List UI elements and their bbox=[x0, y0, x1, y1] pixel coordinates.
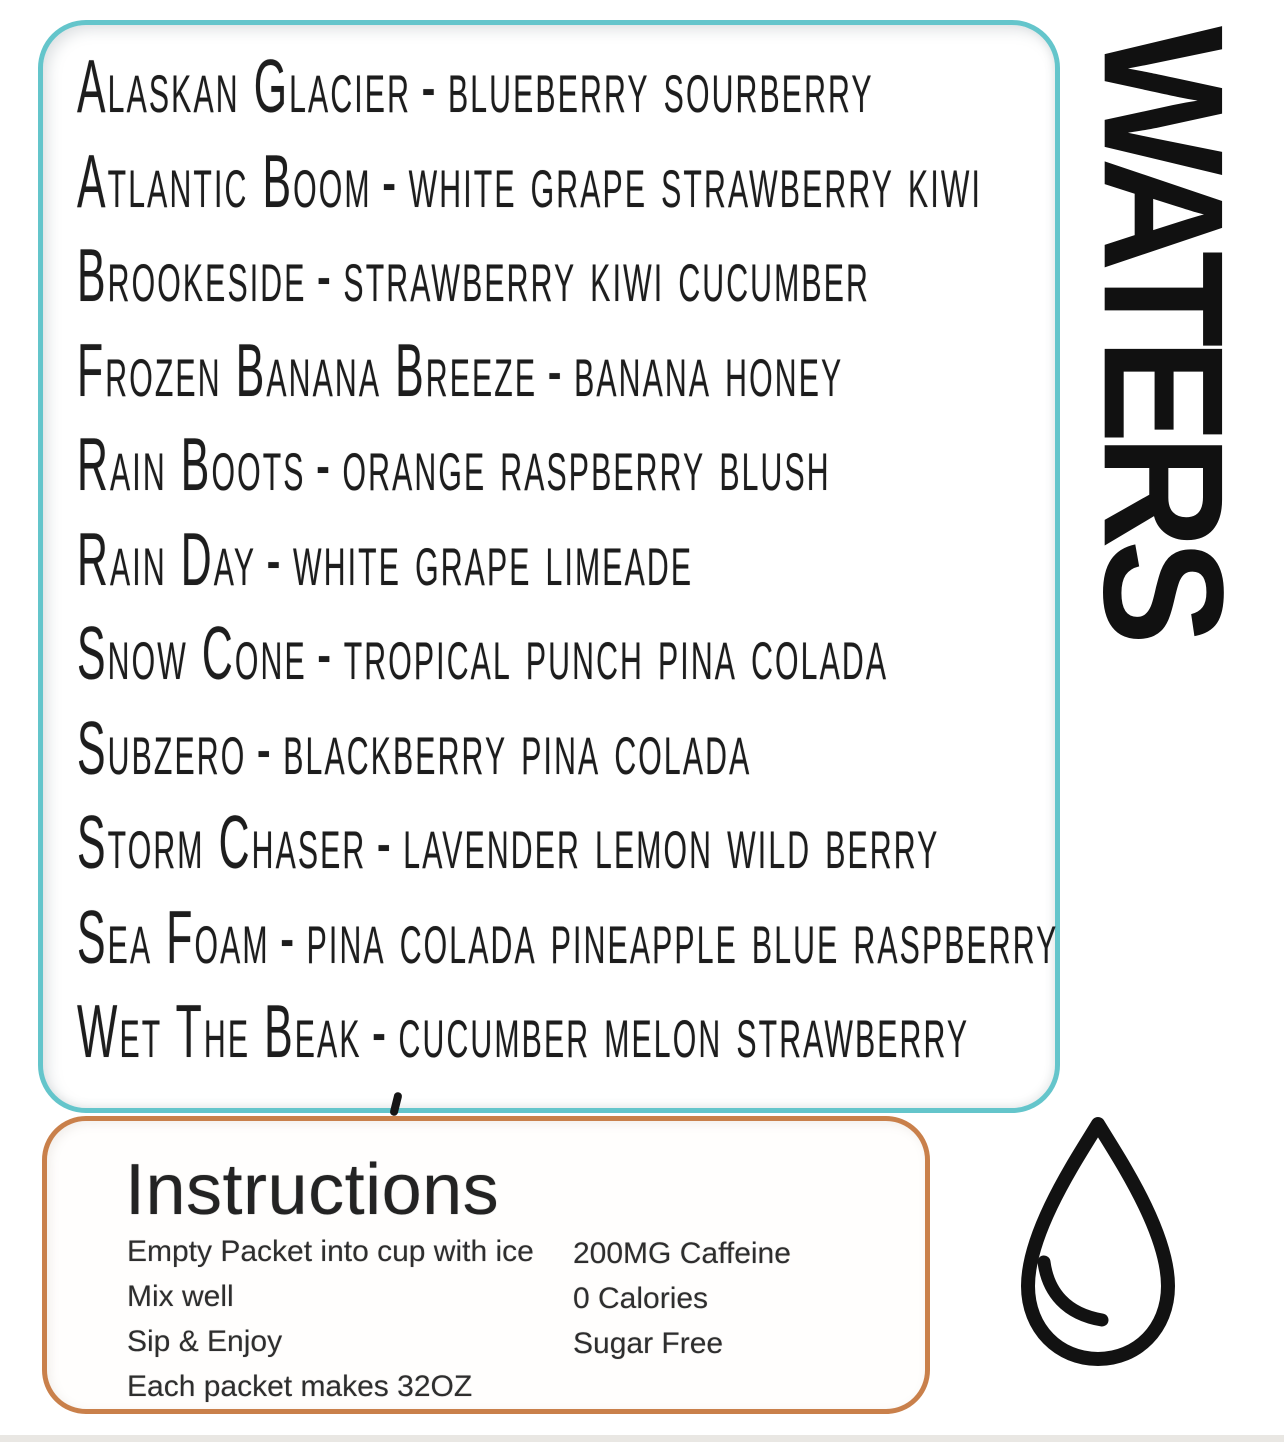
drink-name: Atlantic Boom bbox=[77, 138, 372, 223]
instruction-step: Each packet makes 32OZ bbox=[127, 1370, 473, 1403]
drink-flavor: white grape limeade bbox=[293, 516, 694, 601]
drink-flavor: orange raspberry blush bbox=[342, 422, 831, 507]
dash-separator: - bbox=[316, 233, 334, 318]
dash-separator: - bbox=[371, 989, 389, 1074]
instruction-step: Mix well bbox=[127, 1280, 234, 1313]
nutrition-fact: Sugar Free bbox=[573, 1327, 724, 1360]
waters-vertical-title: WATERS bbox=[1067, 26, 1259, 637]
dash-separator: - bbox=[256, 705, 273, 790]
drink-name: Rain Day bbox=[77, 516, 257, 601]
drink-flavor: blueberry sourberry bbox=[447, 44, 874, 129]
instructions-title: Instructions bbox=[125, 1150, 500, 1230]
drink-name: Subzero bbox=[77, 705, 247, 790]
water-droplet-icon bbox=[998, 1110, 1198, 1372]
dash-separator: - bbox=[421, 44, 438, 129]
menu-item bbox=[77, 701, 1058, 796]
drink-name: Frozen Banana Breeze bbox=[77, 327, 538, 412]
drink-name: Rain Boots bbox=[77, 422, 306, 507]
drink-flavor: lavender lemon wild berry bbox=[403, 800, 940, 885]
nutrition-fact: 0 Calories bbox=[573, 1282, 709, 1315]
menu-item bbox=[77, 984, 1058, 1079]
menu-item bbox=[77, 606, 1058, 701]
dash-separator: - bbox=[317, 611, 334, 696]
instruction-step: Sip & Enjoy bbox=[127, 1325, 283, 1358]
drink-flavor: white grape strawberry kiwi bbox=[408, 138, 983, 223]
menu-item bbox=[77, 890, 1058, 985]
dash-separator: - bbox=[279, 894, 297, 979]
menu-item bbox=[77, 228, 1058, 323]
dash-separator: - bbox=[376, 800, 394, 885]
drink-flavor: banana honey bbox=[574, 327, 844, 412]
instructions-panel bbox=[42, 1116, 930, 1414]
drink-name: Wet The Beak bbox=[77, 989, 362, 1074]
menu-item bbox=[77, 417, 1058, 512]
menu-item bbox=[77, 134, 1058, 229]
nutrition-facts bbox=[573, 1237, 791, 1372]
menu-item bbox=[77, 795, 1058, 890]
menu-item bbox=[77, 39, 1058, 134]
drink-name: Brookeside bbox=[77, 233, 307, 318]
dash-separator: - bbox=[382, 138, 399, 223]
dash-separator: - bbox=[266, 516, 283, 601]
drink-flavor: pina colada pineapple blue raspberry bbox=[306, 894, 1059, 979]
drink-name: Sea Foam bbox=[77, 894, 270, 979]
menu-item bbox=[77, 512, 1058, 607]
drink-name: Storm Chaser bbox=[77, 800, 367, 885]
drink-name: Snow Cone bbox=[77, 611, 307, 696]
flavor-list-panel bbox=[38, 20, 1060, 1113]
drink-flavor: tropical punch pina colada bbox=[343, 611, 889, 696]
drink-name: Alaskan Glacier bbox=[77, 44, 412, 129]
instructions-steps bbox=[127, 1235, 534, 1415]
dash-separator: - bbox=[547, 327, 564, 412]
drink-flavor: cucumber melon strawberry bbox=[398, 989, 970, 1074]
instruction-step: Empty Packet into cup with ice bbox=[127, 1235, 534, 1268]
drink-flavor: strawberry kiwi cucumber bbox=[343, 233, 870, 318]
nutrition-fact: 200MG Caffeine bbox=[573, 1237, 791, 1270]
menu-item bbox=[77, 323, 1058, 418]
drink-flavor: blackberry pina colada bbox=[283, 705, 752, 790]
dash-separator: - bbox=[315, 422, 333, 507]
scan-edge-artifact bbox=[0, 1435, 1284, 1442]
